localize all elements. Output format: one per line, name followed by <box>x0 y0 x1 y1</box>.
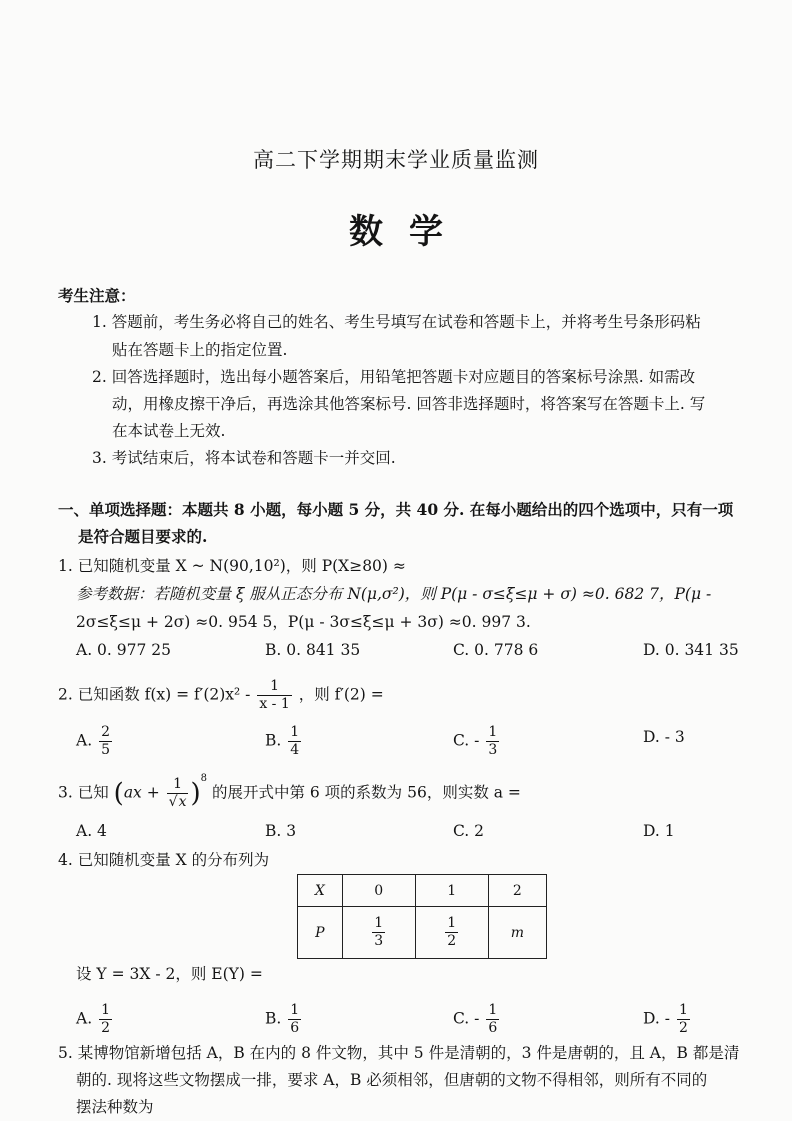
q3-stem-suffix: 的展开式中第 6 项的系数为 56，则实数 a = <box>211 783 521 802</box>
exam-subtitle: 高二下学期期末学业质量监测 <box>253 148 539 172</box>
table-cell-num: 1 <box>374 915 384 931</box>
q5-line-3: 摆法种数为 <box>76 1098 154 1116</box>
q2-option-b <box>265 724 303 759</box>
q2-stem <box>58 678 384 713</box>
q2-fraction <box>257 678 291 713</box>
q2-option-b-den: 4 <box>290 742 300 758</box>
notice-item-3: 3. 考试结束后，将本试卷和答题卡一并交回. <box>92 449 396 467</box>
q2-fraction-num: 1 <box>257 678 291 696</box>
q3-fraction-den: √x <box>168 794 187 810</box>
q1-reference-line-1: 参考数据：若随机变量 ξ 服从正态分布 N(μ,σ²)，则 P(μ - σ≤ξ≤μ + σ) ≈0. 682 7，P(μ - <box>76 585 712 603</box>
table-cell <box>342 907 415 959</box>
q4-option-b-num: 1 <box>290 1002 300 1018</box>
q3-option-c: C. 2 <box>453 822 485 840</box>
q2-option-c-frac <box>486 724 499 759</box>
notice-item-2-line-3: 在本试卷上无效. <box>112 422 226 440</box>
table-header-cell: 1 <box>415 875 488 907</box>
q2-fraction-den: x - 1 <box>259 696 290 712</box>
q1-option-c: C. 0. 778 6 <box>453 641 539 659</box>
q2-option-a <box>76 724 114 759</box>
table-header-x: X <box>298 875 343 907</box>
table-row <box>298 907 547 959</box>
table-cell-frac <box>445 915 458 950</box>
q2-option-c-den: 3 <box>488 742 498 758</box>
q3-option-a: A. 4 <box>76 822 107 840</box>
q3-fraction-num: 1 <box>167 776 189 794</box>
section-heading-line-1: 一、单项选择题：本题共 8 小题，每小题 5 分，共 40 分. 在每小题给出的四个选项中，只有一项 <box>58 500 734 519</box>
q4-stem: 4. 已知随机变量 X 的分布列为 <box>58 851 270 869</box>
q4-option-c-frac <box>486 1002 499 1037</box>
q2-option-c-num: 1 <box>488 724 498 740</box>
q3-option-b: B. 3 <box>265 822 297 840</box>
q2-stem-prefix: 2. 已知函数 f(x) = f′(2)x² - <box>58 685 251 704</box>
q4-option-b-frac <box>288 1002 301 1037</box>
q2-option-b-num: 1 <box>290 724 300 740</box>
q5-line-1: 5. 某博物馆新增包括 A，B 在内的 8 件文物，其中 5 件是清朝的，3 件是唐朝的，且 A，B 都是清 <box>58 1044 740 1062</box>
q3-stem <box>58 773 521 811</box>
q4-option-b-den: 6 <box>290 1020 300 1036</box>
q1-stem: 1. 已知随机变量 X ~ N(90,10²)，则 P(X≥80) ≈ <box>58 557 406 575</box>
q2-option-a-label: A. <box>76 731 93 750</box>
q2-option-a-num: 2 <box>101 724 110 740</box>
q2-option-c <box>453 724 501 759</box>
q4-followup: 设 Y = 3X - 2，则 E(Y) = <box>76 965 263 983</box>
q5-line-2: 朝的. 现将这些文物摆成一排，要求 A，B 必须相邻，但唐朝的文物不得相邻，则所有不同的 <box>76 1071 708 1089</box>
q3-option-d: D. 1 <box>643 822 675 840</box>
table-cell-den: 3 <box>374 933 384 949</box>
q4-option-c-sign: - <box>474 1009 480 1028</box>
notice-item-1-line-2: 贴在答题卡上的指定位置. <box>112 341 288 359</box>
q4-option-b <box>265 1002 303 1037</box>
table-row-label: P <box>298 907 343 959</box>
q2-option-b-frac <box>288 724 301 759</box>
q2-stem-suffix: ，则 f′(2) = <box>298 685 384 704</box>
q1-reference-line-2: 2σ≤ξ≤μ + 2σ) ≈0. 954 5，P(μ - 3σ≤ξ≤μ + 3σ) ≈0. 997 3. <box>76 613 531 631</box>
q2-option-a-den: 5 <box>101 742 110 758</box>
q4-option-d <box>643 1002 692 1037</box>
q4-option-d-frac <box>677 1002 690 1037</box>
table-cell-frac <box>372 915 385 950</box>
q2-option-b-label: B. <box>265 731 282 750</box>
q2-option-c-label: C. <box>453 731 470 750</box>
q1-option-d: D. 0. 341 35 <box>643 641 739 659</box>
section-heading-line-2: 是符合题目要求的. <box>78 527 208 546</box>
q4-option-d-den: 2 <box>678 1020 688 1036</box>
q1-option-a: A. 0. 977 25 <box>76 641 171 659</box>
q4-option-c <box>453 1002 501 1037</box>
q2-option-a-frac <box>99 724 112 759</box>
notice-heading: 考生注意： <box>58 286 136 305</box>
q2-option-c-sign: - <box>474 731 480 750</box>
distribution-table <box>297 874 547 959</box>
table-header-cell: 2 <box>488 875 546 907</box>
q3-fraction <box>167 776 189 811</box>
notice-item-2-line-2: 动，用橡皮擦干净后，再选涂其他答案标号. 回答非选择题时，将答案写在答题卡上. 写 <box>112 395 706 413</box>
q3-stem-prefix: 3. 已知 <box>58 783 109 802</box>
table-header-cell: 0 <box>342 875 415 907</box>
q4-option-a-label: A. <box>76 1009 93 1028</box>
q3-left-paren: ( <box>113 778 124 809</box>
q4-option-c-label: C. <box>453 1009 470 1028</box>
q4-option-d-label: D. <box>643 1009 660 1028</box>
q4-option-c-den: 6 <box>488 1020 498 1036</box>
q4-option-d-num: 1 <box>678 1002 688 1018</box>
q4-option-b-label: B. <box>265 1009 282 1028</box>
q3-power: 8 <box>200 773 208 785</box>
q2-option-d: D. - 3 <box>643 728 685 746</box>
q1-option-b: B. 0. 841 35 <box>265 641 361 659</box>
q4-option-a-num: 1 <box>101 1002 110 1018</box>
q4-option-a <box>76 1002 114 1037</box>
table-header-row <box>298 875 547 907</box>
q4-option-a-frac <box>99 1002 112 1037</box>
q4-option-d-sign: - <box>664 1009 670 1028</box>
q4-option-c-num: 1 <box>488 1002 498 1018</box>
q4-option-a-den: 2 <box>101 1020 110 1036</box>
q3-sqrt-arg: x <box>178 794 187 810</box>
notice-item-1-line-1: 1. 答题前，考生务必将自己的姓名、考生号填写在试卷和答题卡上，并将考生号条形码粘 <box>92 313 701 331</box>
q3-right-paren: ) <box>190 778 201 809</box>
exam-title: 数学 <box>349 212 469 252</box>
table-cell <box>415 907 488 959</box>
table-cell-num: 1 <box>447 915 457 931</box>
notice-item-2-line-1: 2. 回答选择题时，选出每小题答案后，用铅笔把答题卡对应题目的答案标号涂黑. 如需改 <box>92 368 696 386</box>
q3-expr-a: ax + <box>123 783 160 802</box>
table-cell-den: 2 <box>447 933 457 949</box>
table-cell-m: m <box>488 907 546 959</box>
